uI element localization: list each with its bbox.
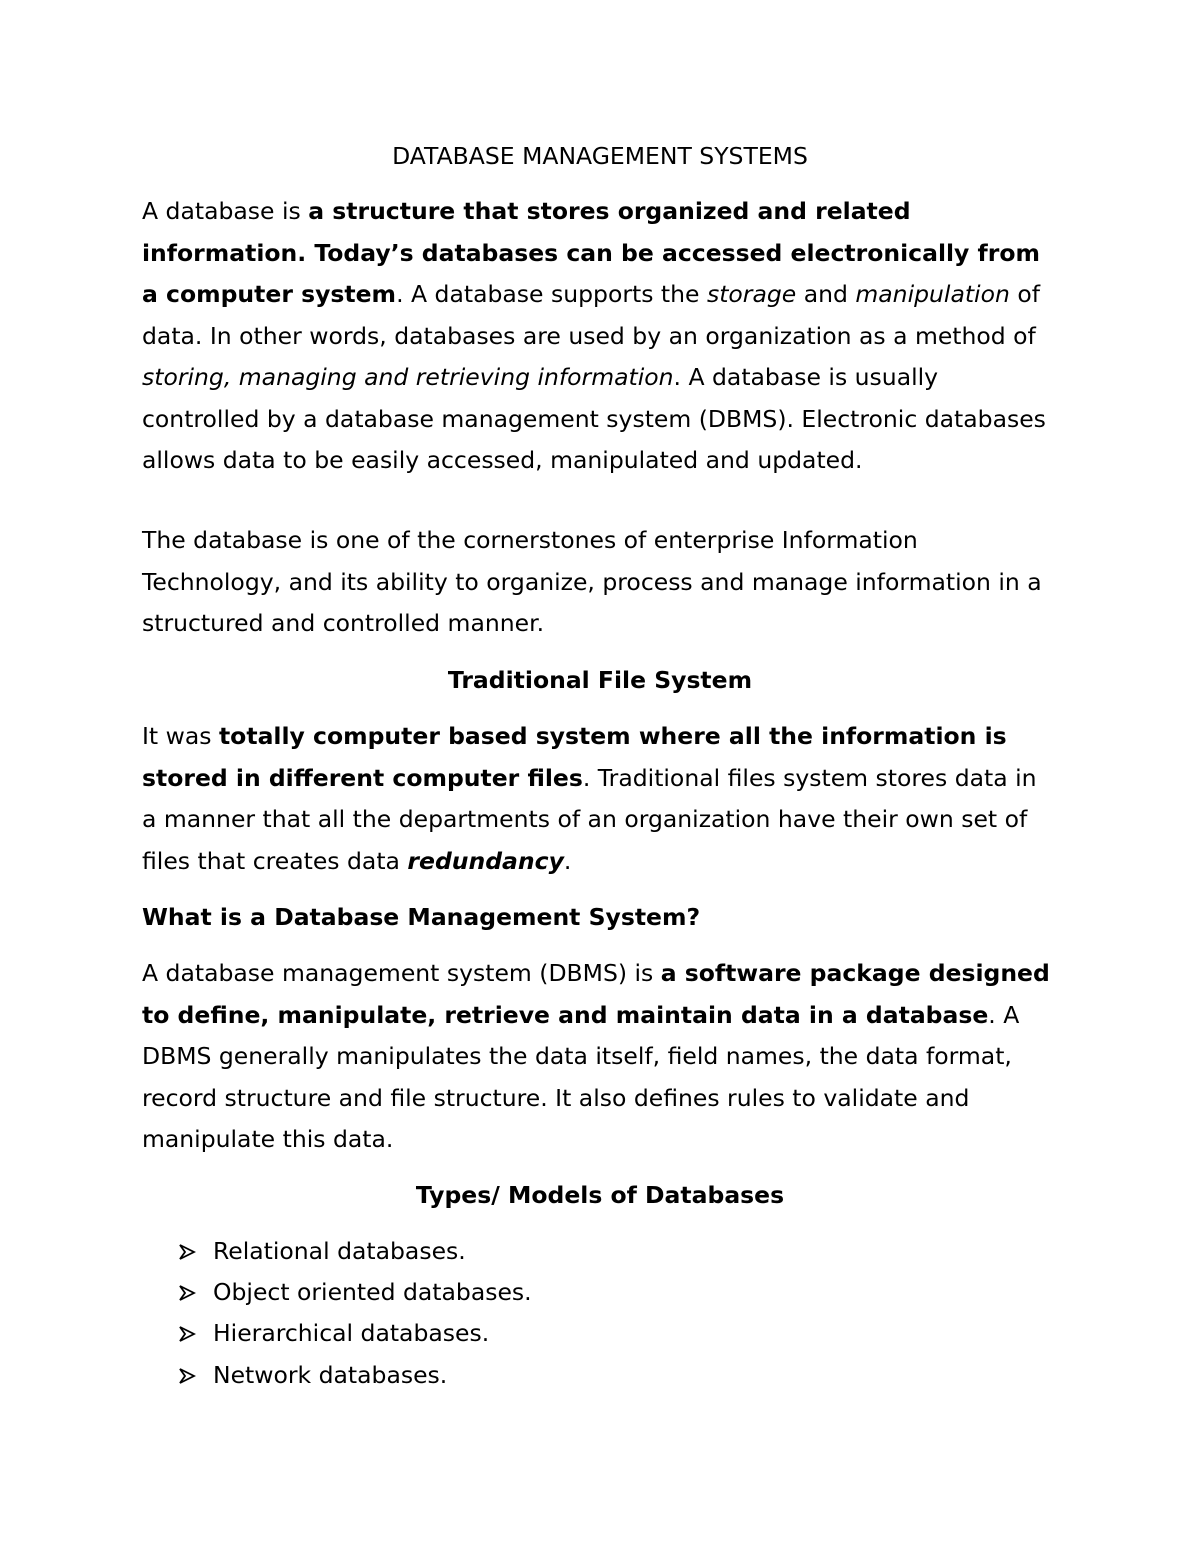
intro-text-1: A database is — [142, 197, 309, 225]
traditional-file-system-paragraph — [142, 716, 1058, 882]
list-item-label: Object oriented databases. — [213, 1278, 532, 1307]
arrowhead-bullet-icon — [178, 1243, 196, 1261]
dbms-text-1: A database management system (DBMS) is — [142, 959, 661, 987]
list-item — [142, 1272, 1058, 1313]
intro-text-7: of data. In other words, databases are used by an organization as a method of — [142, 280, 1040, 350]
document-title: DATABASE MANAGEMENT SYSTEMS — [392, 142, 808, 170]
intro-bold-definition: a structure that stores organized and related information. Today’s databases can be accessed electronically from a computer system — [142, 197, 1041, 308]
list-item-label: Network databases. — [213, 1360, 448, 1389]
arrowhead-bullet-icon — [178, 1325, 196, 1343]
dbms-text-3: . A DBMS generally manipulates the data itself, field names, the data format, record structure and file structure. It also defines rules to validate and manipulate this data. — [142, 1000, 1020, 1153]
dbms-bold-definition: a software package designed to define, manipulate, retrieve and maintain data in a database — [142, 959, 1050, 1029]
intro-italic-method: storing, managing and retrieving information — [142, 363, 674, 391]
list-item — [142, 1313, 1058, 1354]
tfs-text-5: . — [563, 846, 572, 875]
tfs-bold-italic-redundancy: redundancy — [407, 846, 564, 875]
dbms-paragraph — [142, 953, 1058, 1161]
tfs-text-3: . Traditional files system stores data in a manner that all the departments of an organization have their own set of files that creates data — [142, 763, 1037, 875]
intro-text-5: and — [796, 280, 856, 308]
list-item — [142, 1355, 1058, 1396]
tfs-text-1: It was — [142, 722, 219, 750]
models-list — [142, 1231, 1058, 1396]
intro-text-3: . A database supports the — [396, 280, 707, 308]
models-heading: Types/ Models of Databases — [415, 1181, 785, 1209]
traditional-file-system-heading: Traditional File System — [447, 666, 753, 694]
dbms-heading: What is a Database Management System? — [142, 903, 701, 931]
list-item-label: Relational databases. — [213, 1237, 466, 1265]
intro-italic-storage: storage — [706, 280, 797, 308]
tfs-bold-definition: totally computer based system where all the information is stored in different computer files — [142, 722, 1007, 792]
arrowhead-bullet-icon — [178, 1367, 196, 1385]
intro-paragraph — [142, 191, 1058, 482]
enterprise-paragraph: The database is one of the cornerstones of enterprise Information Technology, and its ability to organize, process and manage information in a structured and controlled manner. — [142, 526, 1042, 637]
list-item — [142, 1231, 1058, 1272]
list-item-label: Hierarchical databases. — [213, 1319, 490, 1348]
intro-text-9: . A database is usually controlled by a database management system (DBMS). Electronic databases allows data to be easily accessed, manipulated and updated. — [142, 363, 1046, 474]
intro-italic-manipulation: manipulation — [855, 280, 1010, 308]
arrowhead-bullet-icon — [178, 1284, 196, 1302]
